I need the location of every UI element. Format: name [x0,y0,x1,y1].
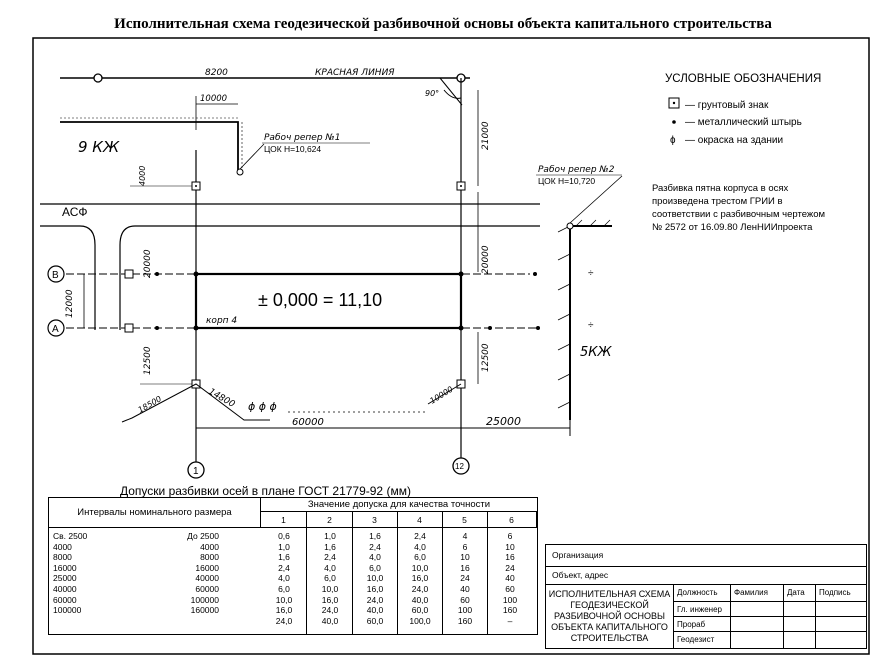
tolerance-cell: 100 [502,594,518,605]
tolerance-cell: 40 [460,584,470,594]
tolerance-cell: 40,0 [411,594,429,605]
angle-label: 90° [425,89,440,98]
tolerance-cell: 6 [507,531,513,541]
interval-to: 40000 [195,573,219,584]
tolerance-cell: 40 [505,573,515,584]
paint-icon: ɸ [670,135,676,146]
tolerance-cell: 60,0 [366,615,384,626]
legend-item-3: — окраска на здании [685,135,784,146]
tolerance-cell: 24,0 [275,615,293,626]
dim-4000: 4000 [138,165,147,186]
benchmark-1-elevation: ЦОК Н=10,624 [264,144,322,154]
tolerance-table [48,497,538,635]
class-header: 3 [352,512,398,528]
tolerance-cell: 10 [505,541,515,552]
tolerance-cell: 4 [462,531,468,541]
tolerance-cell: 16,0 [411,573,429,584]
tolerance-cell: 10,0 [411,562,429,573]
elevation-text: ± 0,000 = 11,10 [258,290,383,310]
tolerance-cell: 1,6 [278,552,290,563]
interval-from: 4000 [53,541,72,552]
axis-b-label: В [52,270,59,281]
tolerance-cell: 24,0 [366,594,384,605]
dim-60000: 60000 [292,417,324,428]
role-cell: Гл. инженер [674,602,731,617]
tolerance-cell: 6,0 [369,562,381,573]
dim-20000-right: 20000 [481,245,491,274]
ground-mark-b-left [125,270,133,278]
tolerance-cell: 10,0 [366,573,384,584]
benchmark-2-elevation: ЦОК Н=10,720 [538,176,596,186]
interval-to: 160000 [190,605,219,616]
tolerance-cell: 2,4 [324,552,336,563]
tolerance-cell: 10,0 [321,584,339,594]
tolerance-cell: 2,4 [278,562,290,573]
tolerance-cell: 16,0 [366,584,384,594]
tolerance-cell: 24,0 [321,605,339,616]
interval-from: 60000 [53,594,77,605]
signature-cell [784,602,816,617]
role-cell: Прораб [674,617,731,632]
dim-14800: 14800 [206,386,237,410]
dim-18500: 18500 [136,394,164,415]
signature-cell [784,617,816,632]
interval-from: 8000 [53,552,72,563]
class-header: 1 [261,512,307,528]
interval-from: 25000 [53,573,77,584]
tolerance-cell: 4,0 [369,552,381,563]
tolerance-cell: 2,4 [369,541,381,552]
interval-to: 4000 [200,541,219,552]
signature-header: Дата [784,585,816,602]
tolerance-cell: 160 [502,605,518,616]
interval-to: 16000 [195,562,219,573]
dim-10000-lower: 10000 [428,384,455,406]
signature-cell [784,632,816,648]
interval-from: 40000 [53,584,77,594]
class-header: 4 [397,512,443,528]
tolerance-cell: 10 [460,552,470,563]
tolerance-cell: 60,0 [411,605,429,616]
building-5-label: 5КЖ [580,345,612,360]
note-line-2: произведена трестом ГРИИ в [652,196,783,207]
red-line-point-left [94,74,102,82]
tolerance-cell: 4,0 [278,573,290,584]
tolerance-cell: 1,0 [278,541,290,552]
role-cell: Геодезист [674,632,731,648]
signature-cell [731,632,784,648]
tolerance-cell: 16,0 [275,605,293,616]
legend-title: УСЛОВНЫЕ ОБОЗНАЧЕНИЯ [665,73,822,85]
tolerance-cell: 16,0 [321,594,339,605]
signature-cell [731,617,784,632]
tolerance-cell: 160 [457,615,473,626]
interval-from: 16000 [53,562,77,573]
dim-12500-right: 12500 [481,343,491,372]
tolerance-cell: 1,6 [369,531,381,541]
benchmark-1-name: Рабоч репер №1 [264,133,341,143]
tolerance-cell: – [507,615,513,626]
axis-1-label: 1 [193,466,199,477]
tolerance-cell: 60 [505,584,515,594]
tolerance-cell: 60 [460,594,470,605]
title-block [545,544,867,649]
tolerance-cell: 40,0 [366,605,384,616]
header-values: Значение допуска для качества точности [261,498,537,512]
tolerance-cell: 4,0 [414,541,426,552]
tolerance-cell: 24,0 [411,584,429,594]
metal-pin-icon [672,120,676,124]
signature-header: Подпись [816,585,866,602]
tolerance-cell: 16 [460,562,470,573]
dim-12000: 12000 [65,289,75,318]
tolerance-cell: 6,0 [324,573,336,584]
asf-label: АСФ [62,205,88,219]
tolerance-cell: 24 [505,562,515,573]
svg-text:÷: ÷ [588,268,594,279]
signature-cell [731,602,784,617]
interval-to: До 2500 [187,531,219,541]
signature-header: Фамилия [731,585,784,602]
dim-12500-left: 12500 [143,346,153,375]
page-title: Исполнительная схема геодезической разбивочной основы объекта капитального строительства [114,16,772,32]
tolerance-cell: 1,6 [324,541,336,552]
tolerance-cell: 6 [462,541,468,552]
tolerance-cell: 10,0 [275,594,293,605]
signature-cell [816,602,866,617]
tolerance-cell: 40,0 [321,615,339,626]
dim-20000-left: 20000 [143,249,153,278]
class-header: 6 [487,512,537,528]
interval-from: Св. 2500 [53,531,88,541]
organization-row: Организация [546,545,866,567]
dim-10000-top: 10000 [200,94,228,104]
object-row: Объект, адрес [546,567,866,585]
interval-to: 60000 [195,584,219,594]
dim-25000: 25000 [486,415,521,428]
note-line-4: № 2572 от 16.09.80 ЛенНИИпроекта [652,222,813,233]
svg-text:÷: ÷ [588,320,594,331]
signature-cell [816,617,866,632]
signature-cell [816,632,866,648]
benchmark-2-name: Рабоч репер №2 [538,165,615,175]
interval-to: 8000 [200,552,219,563]
korp-label: корп 4 [206,316,238,326]
class-header: 5 [442,512,488,528]
interval-to: 100000 [190,594,219,605]
tolerance-cell: 24 [460,573,470,584]
red-line-label: КРАСНАЯ ЛИНИЯ [315,68,395,78]
note-line-3: соответствии с разбивочным чертежом [652,209,826,220]
tolerance-cell: 100 [457,605,473,616]
note-line-1: Разбивка пятна корпуса в осях [652,183,789,194]
dim-21000: 21000 [481,121,491,150]
tolerance-cell: 4,0 [324,562,336,573]
building-9-label: 9 КЖ [78,138,120,156]
class-header: 2 [307,512,353,528]
paint-marks: ɸ ɸ ɸ [248,400,277,413]
tolerance-cell: 6,0 [278,584,290,594]
tolerance-cell: 6,0 [414,552,426,563]
drawing-name: ИСПОЛНИТЕЛЬНАЯ СХЕМА ГЕОДЕЗИЧЕСКОЙ РАЗБИВОЧНОЙ ОСНОВЫ ОБЪЕКТА КАПИТАЛЬНОГО СТРОИТЕЛЬСТВА [546,585,674,648]
signature-header: Должность [674,585,731,602]
tolerance-table-caption: Допуски разбивки осей в плане ГОСТ 21779-92 (мм) [120,484,411,498]
tolerance-cell: 100,0 [409,615,431,626]
interval-from: 100000 [53,605,82,616]
legend-item-2: — металлический штырь [685,117,802,128]
tolerance-cell: 16 [505,552,515,563]
header-intervals: Интервалы номинального размера [49,498,261,528]
tolerance-cell: 2,4 [414,531,426,541]
tolerance-cell: 1,0 [324,531,336,541]
axis-12-label: 12 [455,462,464,471]
red-line-distance: 8200 [205,68,228,78]
legend-item-1: — грунтовый знак [685,100,769,111]
axis-a-label: А [52,324,59,335]
ground-mark-a-left [125,324,133,332]
tolerance-cell: 0,6 [278,531,290,541]
